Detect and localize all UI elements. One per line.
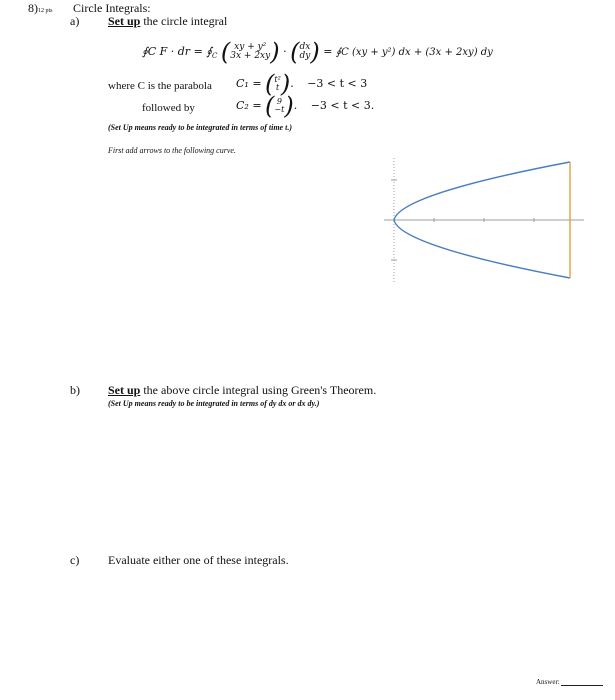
problem-title: Circle Integrals: [73,1,151,15]
eq-vector-top: xy + y² [234,41,267,52]
part-b-heading-rest: the above circle integral using Green's Theorem. [143,383,377,397]
c1-range: −3 < t < 3 [307,77,368,90]
part-b-heading [108,383,376,398]
arrow-instruction-text: First add arrows to the following curve. [108,146,236,155]
c2-label: C₂ = [236,99,262,112]
part-a-label: a) [70,14,80,28]
part-c-text: Evaluate either one of these integrals. [108,553,289,567]
part-a-heading [108,14,227,29]
followed-text: followed by [142,102,195,114]
eq-d-bottom: dy [299,51,311,61]
arrow-instruction [108,146,236,155]
parabola-graph [384,158,584,283]
c2-range: −3 < t < 3. [310,99,375,112]
c2-definition: C₂ = ( 9 −t ). −3 < t < 3. [236,92,375,120]
c2-top: 9 [276,96,282,106]
answer-area [536,676,603,686]
problem-number [28,1,53,16]
part-b-label: b) [70,383,80,397]
eq-vector-bottom: 3x + 2xy [230,51,271,61]
answer-label: Answer: [536,678,560,686]
c1-definition: C₁ = ( t² t ). −3 < t < 3 [236,70,368,98]
problem-points: 12 pts [38,8,53,14]
c1-label: C₁ = [236,77,262,90]
answer-input-line[interactable] [561,676,603,686]
c2-bottom: −t [274,105,285,114]
line-integral-equation: ∮C F · dr = $∮_C$ ( xy + y² 3x + 2xy ) · ( dx dy ) = ∮C (xy + y²) dx + (3x + 2xy) dy [142,38,493,66]
where-text-content: where C is the parabola [108,80,212,92]
part-a-note: (Set Up means ready to be integrated in terms of time t.) [108,123,292,132]
part-a-setup: Set up [108,14,141,28]
eq-rhs: ∮C (xy + y²) dx + (3x + 2xy) dy [335,47,493,58]
where-text [108,80,212,92]
c1-bottom: t [276,83,280,92]
problem-number-text: 8) [28,1,38,15]
part-c-label: c) [70,553,80,567]
part-a-heading-rest: the circle integral [143,14,228,28]
c1-top: t² [274,74,281,84]
part-b-note: (Set Up means ready to be integrated in terms of dy dx or dx dy.) [108,399,320,408]
eq-d-top: dx [299,41,311,52]
part-b-setup: Set up [108,383,141,397]
eq-lhs: ∮C F · dr [142,45,191,58]
